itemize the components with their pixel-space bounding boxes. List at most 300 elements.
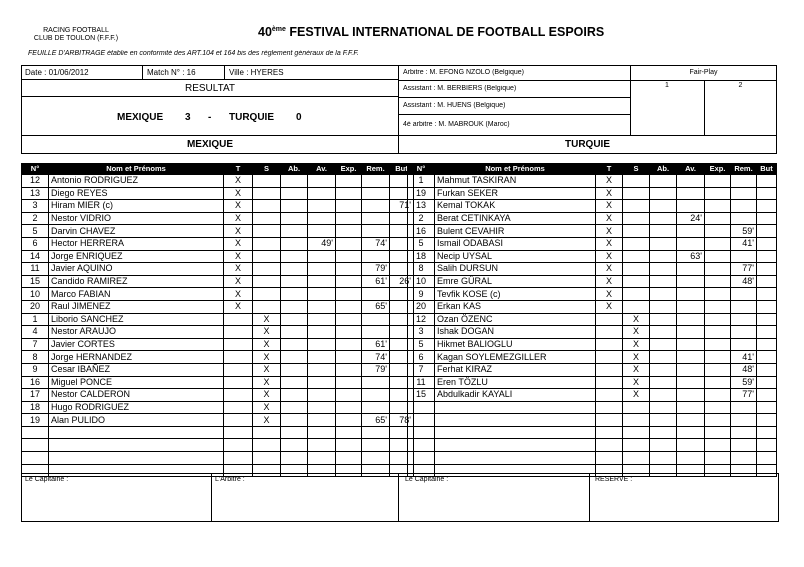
cell-name: Bulent CEVAHIR xyxy=(435,225,596,238)
club-name xyxy=(22,27,130,43)
cell-expulsion xyxy=(336,452,362,465)
cell-name: Ferhat KIRAZ xyxy=(435,363,596,376)
cell-sub xyxy=(623,426,650,439)
cell-number xyxy=(408,401,435,414)
cell-replaced xyxy=(362,187,390,200)
cell-sub xyxy=(253,237,281,250)
cell-expulsion xyxy=(336,439,362,452)
cell-starter xyxy=(224,351,253,364)
cell-sub: X xyxy=(253,338,281,351)
cell-absent xyxy=(281,313,308,326)
table-row xyxy=(22,426,414,439)
cell-absent xyxy=(281,300,308,313)
cell-absent xyxy=(281,351,308,364)
column-header-number: N° xyxy=(22,164,49,175)
cell-number xyxy=(408,439,435,452)
cell-goal xyxy=(757,275,777,288)
cell-goal xyxy=(757,401,777,414)
cell-warning xyxy=(677,452,705,465)
cell-starter xyxy=(596,452,623,465)
table-row xyxy=(22,275,414,288)
signature-area xyxy=(21,473,779,522)
cell-name: Kemal TOKAK xyxy=(435,200,596,213)
cell-replaced xyxy=(731,326,757,339)
cell-replaced xyxy=(362,326,390,339)
cell-absent xyxy=(650,187,677,200)
cell-expulsion xyxy=(705,376,731,389)
cell-warning xyxy=(308,389,336,402)
cell-absent xyxy=(281,338,308,351)
cell-number: 7 xyxy=(408,363,435,376)
column-header-warning: Av. xyxy=(677,164,705,175)
cell-replaced xyxy=(731,401,757,414)
cell-warning: 63' xyxy=(677,250,705,263)
cell-warning xyxy=(308,300,336,313)
cell-sub xyxy=(623,175,650,188)
cell-number: 11 xyxy=(408,376,435,389)
cell-name: Eren TÖZLU xyxy=(435,376,596,389)
cell-warning xyxy=(308,439,336,452)
cell-replaced: 41' xyxy=(731,351,757,364)
cell-number: 15 xyxy=(408,389,435,402)
cell-starter xyxy=(224,313,253,326)
cell-warning xyxy=(677,389,705,402)
cell-number: 9 xyxy=(408,288,435,301)
column-header-expulsion: Exp. xyxy=(705,164,731,175)
cell-replaced: 74' xyxy=(362,237,390,250)
cell-replaced: 79' xyxy=(362,263,390,276)
cell-starter xyxy=(596,439,623,452)
cell-absent xyxy=(281,212,308,225)
cell-replaced xyxy=(362,426,390,439)
cell-sub: X xyxy=(253,389,281,402)
divider xyxy=(211,473,212,522)
column-header-replaced: Rem. xyxy=(362,164,390,175)
cell-name: Jorge HERNANDEZ xyxy=(49,351,224,364)
cell-expulsion xyxy=(336,200,362,213)
cell-number: 8 xyxy=(408,263,435,276)
cell-goal xyxy=(757,212,777,225)
table-row xyxy=(408,200,777,213)
cell-number: 1 xyxy=(22,313,49,326)
cell-warning xyxy=(677,414,705,427)
cell-absent xyxy=(650,351,677,364)
cell-name xyxy=(435,414,596,427)
cell-number xyxy=(408,426,435,439)
club-line-1: RACING FOOTBALL xyxy=(43,27,109,34)
cell-expulsion xyxy=(705,250,731,263)
captain-away-label: Le Capitaine : xyxy=(405,476,449,483)
cell-number xyxy=(22,426,49,439)
cell-warning xyxy=(677,326,705,339)
cell-number: 3 xyxy=(408,326,435,339)
cell-replaced xyxy=(731,426,757,439)
cell-expulsion xyxy=(705,338,731,351)
cell-absent xyxy=(650,389,677,402)
cell-starter xyxy=(224,426,253,439)
cell-sub xyxy=(253,175,281,188)
cell-number: 11 xyxy=(22,263,49,276)
cell-starter: X xyxy=(224,275,253,288)
cell-expulsion xyxy=(705,237,731,250)
table-row xyxy=(22,414,414,427)
cell-sub xyxy=(253,452,281,465)
cell-sub xyxy=(623,200,650,213)
cell-starter xyxy=(224,414,253,427)
cell-name: Ishak DOGAN xyxy=(435,326,596,339)
cell-sub: X xyxy=(623,376,650,389)
cell-absent xyxy=(650,401,677,414)
away-players-table xyxy=(407,163,777,477)
table-row xyxy=(22,212,414,225)
cell-warning xyxy=(308,414,336,427)
cell-sub xyxy=(253,300,281,313)
cell-replaced xyxy=(362,439,390,452)
cell-absent xyxy=(650,426,677,439)
cell-replaced xyxy=(362,175,390,188)
cell-replaced xyxy=(362,212,390,225)
cell-starter: X xyxy=(224,237,253,250)
table-row xyxy=(408,300,777,313)
cell-replaced xyxy=(731,338,757,351)
cell-replaced xyxy=(731,452,757,465)
cell-name: Furkan SEKER xyxy=(435,187,596,200)
cell-number: 10 xyxy=(22,288,49,301)
cell-expulsion xyxy=(705,200,731,213)
cell-sub xyxy=(253,225,281,238)
divider xyxy=(398,473,399,522)
cell-name: Salih DURSUN xyxy=(435,263,596,276)
cell-name: Antonio RODRIGUEZ xyxy=(49,175,224,188)
cell-sub xyxy=(253,275,281,288)
cell-name: Nestor CALDERON xyxy=(49,389,224,402)
table-row xyxy=(408,288,777,301)
cell-starter: X xyxy=(596,225,623,238)
home-players-table xyxy=(21,163,414,477)
table-row xyxy=(408,275,777,288)
cell-starter: X xyxy=(224,250,253,263)
cell-warning xyxy=(677,300,705,313)
cell-number: 18 xyxy=(408,250,435,263)
table-header-row xyxy=(22,164,414,175)
cell-starter: X xyxy=(596,187,623,200)
match-city: Ville : HYERES xyxy=(229,68,284,77)
cell-goal xyxy=(757,200,777,213)
cell-starter: X xyxy=(224,200,253,213)
table-row xyxy=(408,363,777,376)
home-team-name: MEXIQUE xyxy=(117,112,164,123)
away-team-header: TURQUIE xyxy=(398,135,777,154)
cell-starter: X xyxy=(224,187,253,200)
cell-absent xyxy=(281,389,308,402)
cell-absent xyxy=(281,200,308,213)
cell-number: 14 xyxy=(22,250,49,263)
cell-absent xyxy=(650,212,677,225)
cell-number: 13 xyxy=(22,187,49,200)
table-row xyxy=(22,452,414,465)
cell-goal xyxy=(757,426,777,439)
cell-goal xyxy=(757,389,777,402)
cell-absent xyxy=(281,175,308,188)
table-row xyxy=(408,263,777,276)
divider xyxy=(224,65,225,80)
official-fourth: 4è arbitre : M. MABROUK (Maroc) xyxy=(403,121,510,128)
cell-sub xyxy=(623,414,650,427)
cell-warning xyxy=(308,275,336,288)
cell-number: 15 xyxy=(22,275,49,288)
table-row xyxy=(408,212,777,225)
cell-sub: X xyxy=(623,313,650,326)
table-row xyxy=(408,187,777,200)
cell-name: Javier CORTES xyxy=(49,338,224,351)
cell-absent xyxy=(650,439,677,452)
cell-warning xyxy=(308,401,336,414)
cell-sub: X xyxy=(253,326,281,339)
column-header-absent: Ab. xyxy=(650,164,677,175)
cell-starter xyxy=(224,389,253,402)
table-header-row xyxy=(408,164,777,175)
cell-warning xyxy=(308,338,336,351)
cell-absent xyxy=(650,237,677,250)
cell-name: Ismail ODABASI xyxy=(435,237,596,250)
cell-name: Darvin CHAVEZ xyxy=(49,225,224,238)
cell-starter xyxy=(596,326,623,339)
cell-sub xyxy=(253,439,281,452)
cell-number: 2 xyxy=(408,212,435,225)
divider xyxy=(398,114,631,115)
cell-sub: X xyxy=(623,338,650,351)
cell-goal xyxy=(757,313,777,326)
cell-starter xyxy=(224,363,253,376)
cell-expulsion xyxy=(336,389,362,402)
cell-name: Ozan ÖZENC xyxy=(435,313,596,326)
cell-name xyxy=(435,439,596,452)
cell-starter xyxy=(224,376,253,389)
cell-expulsion xyxy=(705,389,731,402)
table-row xyxy=(22,175,414,188)
cell-warning xyxy=(677,338,705,351)
cell-goal xyxy=(757,250,777,263)
cell-warning xyxy=(308,225,336,238)
cell-absent xyxy=(281,452,308,465)
table-row xyxy=(22,389,414,402)
cell-warning xyxy=(677,363,705,376)
cell-name: Hiram MIER (c) xyxy=(49,200,224,213)
cell-warning xyxy=(308,263,336,276)
column-header-goal: But xyxy=(757,164,777,175)
cell-sub xyxy=(623,250,650,263)
table-row xyxy=(408,338,777,351)
cell-absent xyxy=(650,288,677,301)
cell-number: 13 xyxy=(408,200,435,213)
official-assistant-1: Assistant : M. BERBIERS (Belgique) xyxy=(403,85,517,92)
table-row xyxy=(408,225,777,238)
cell-absent xyxy=(281,187,308,200)
cell-expulsion xyxy=(705,313,731,326)
cell-name: Necip UYSAL xyxy=(435,250,596,263)
captain-home-label: Le Capitaine : xyxy=(25,476,69,483)
cell-absent xyxy=(281,237,308,250)
cell-number: 2 xyxy=(22,212,49,225)
cell-name: Liborio SANCHEZ xyxy=(49,313,224,326)
table-row xyxy=(22,338,414,351)
cell-starter xyxy=(596,389,623,402)
column-header-absent: Ab. xyxy=(281,164,308,175)
cell-name: Emre GÜRAL xyxy=(435,275,596,288)
cell-starter xyxy=(224,401,253,414)
divider xyxy=(142,65,143,80)
cell-expulsion xyxy=(336,338,362,351)
cell-warning xyxy=(677,237,705,250)
cell-number: 18 xyxy=(22,401,49,414)
cell-goal xyxy=(757,288,777,301)
cell-expulsion xyxy=(336,363,362,376)
cell-warning xyxy=(677,439,705,452)
cell-warning xyxy=(308,212,336,225)
cell-starter: X xyxy=(224,288,253,301)
cell-goal: 71' xyxy=(390,200,414,213)
cell-sub xyxy=(253,200,281,213)
table-row xyxy=(408,237,777,250)
cell-absent xyxy=(281,250,308,263)
table-row xyxy=(22,439,414,452)
cell-name: Jorge ENRIQUEZ xyxy=(49,250,224,263)
cell-replaced: 41' xyxy=(731,237,757,250)
cell-sub: X xyxy=(253,401,281,414)
cell-warning xyxy=(308,326,336,339)
official-assistant-2: Assistant : M. HUENS (Belgique) xyxy=(403,102,506,109)
cell-starter xyxy=(596,401,623,414)
column-header-name: Nom et Prénoms xyxy=(49,164,224,175)
cell-name: Berat CETINKAYA xyxy=(435,212,596,225)
cell-number xyxy=(22,452,49,465)
cell-name: Erkan KAS xyxy=(435,300,596,313)
cell-expulsion xyxy=(336,414,362,427)
divider xyxy=(398,97,631,98)
cell-sub: X xyxy=(623,351,650,364)
cell-expulsion xyxy=(705,401,731,414)
cell-number: 12 xyxy=(22,175,49,188)
cell-starter xyxy=(596,351,623,364)
cell-replaced xyxy=(362,250,390,263)
cell-replaced: 59' xyxy=(731,376,757,389)
cell-sub: X xyxy=(253,313,281,326)
resultat-label: RESULTAT xyxy=(184,83,235,94)
cell-warning xyxy=(308,250,336,263)
cell-number xyxy=(408,414,435,427)
cell-starter: X xyxy=(596,300,623,313)
cell-number: 5 xyxy=(408,338,435,351)
cell-sub xyxy=(623,212,650,225)
cell-absent xyxy=(281,439,308,452)
table-row xyxy=(22,237,414,250)
cell-absent xyxy=(281,376,308,389)
cell-replaced xyxy=(362,200,390,213)
cell-name: Hikmet BALIOGLU xyxy=(435,338,596,351)
cell-sub xyxy=(253,288,281,301)
cell-sub xyxy=(623,225,650,238)
cell-number xyxy=(408,452,435,465)
cell-sub xyxy=(253,426,281,439)
cell-number: 9 xyxy=(22,363,49,376)
table-row xyxy=(408,439,777,452)
away-team-name: TURQUIE xyxy=(229,112,274,123)
cell-expulsion xyxy=(705,452,731,465)
cell-name: Kagan SOYLEMEZGILLER xyxy=(435,351,596,364)
column-header-sub: S xyxy=(253,164,281,175)
cell-expulsion xyxy=(336,313,362,326)
cell-sub xyxy=(623,288,650,301)
cell-expulsion xyxy=(336,187,362,200)
cell-expulsion xyxy=(705,187,731,200)
cell-sub xyxy=(253,187,281,200)
table-row xyxy=(408,389,777,402)
cell-warning xyxy=(308,187,336,200)
cell-absent xyxy=(650,225,677,238)
cell-starter: X xyxy=(224,212,253,225)
cell-expulsion xyxy=(336,212,362,225)
cell-expulsion xyxy=(336,275,362,288)
cell-number: 10 xyxy=(408,275,435,288)
match-date: Date : 01/06/2012 xyxy=(25,68,89,77)
cell-replaced xyxy=(731,288,757,301)
cell-starter: X xyxy=(596,250,623,263)
table-row xyxy=(408,452,777,465)
cell-expulsion xyxy=(336,426,362,439)
cell-goal xyxy=(757,187,777,200)
cell-goal xyxy=(757,376,777,389)
cell-expulsion xyxy=(336,401,362,414)
cell-goal xyxy=(757,237,777,250)
title-text: FESTIVAL INTERNATIONAL DE FOOTBALL ESPOIRS xyxy=(289,25,605,39)
cell-warning xyxy=(677,263,705,276)
cell-warning xyxy=(308,376,336,389)
cell-number: 8 xyxy=(22,351,49,364)
cell-warning xyxy=(677,175,705,188)
cell-replaced xyxy=(362,452,390,465)
cell-number: 16 xyxy=(408,225,435,238)
cell-sub: X xyxy=(623,363,650,376)
column-header-name: Nom et Prénoms xyxy=(435,164,596,175)
cell-goal xyxy=(757,338,777,351)
cell-goal xyxy=(757,452,777,465)
cell-replaced xyxy=(731,250,757,263)
cell-sub xyxy=(253,212,281,225)
cell-sub: X xyxy=(253,351,281,364)
cell-absent xyxy=(650,376,677,389)
cell-goal xyxy=(757,351,777,364)
cell-warning xyxy=(677,288,705,301)
cell-starter: X xyxy=(224,225,253,238)
cell-starter: X xyxy=(596,200,623,213)
cell-warning xyxy=(677,351,705,364)
table-row xyxy=(22,200,414,213)
cell-name xyxy=(49,426,224,439)
cell-name: Marco FABIAN xyxy=(49,288,224,301)
cell-sub xyxy=(623,401,650,414)
cell-absent xyxy=(650,275,677,288)
cell-absent xyxy=(650,452,677,465)
table-row xyxy=(22,326,414,339)
cell-starter: X xyxy=(596,263,623,276)
fairplay-col-2: 2 xyxy=(738,82,743,89)
cell-replaced: 74' xyxy=(362,351,390,364)
cell-absent xyxy=(650,338,677,351)
cell-name xyxy=(435,426,596,439)
cell-number: 20 xyxy=(22,300,49,313)
cell-absent xyxy=(650,250,677,263)
cell-replaced: 77' xyxy=(731,389,757,402)
